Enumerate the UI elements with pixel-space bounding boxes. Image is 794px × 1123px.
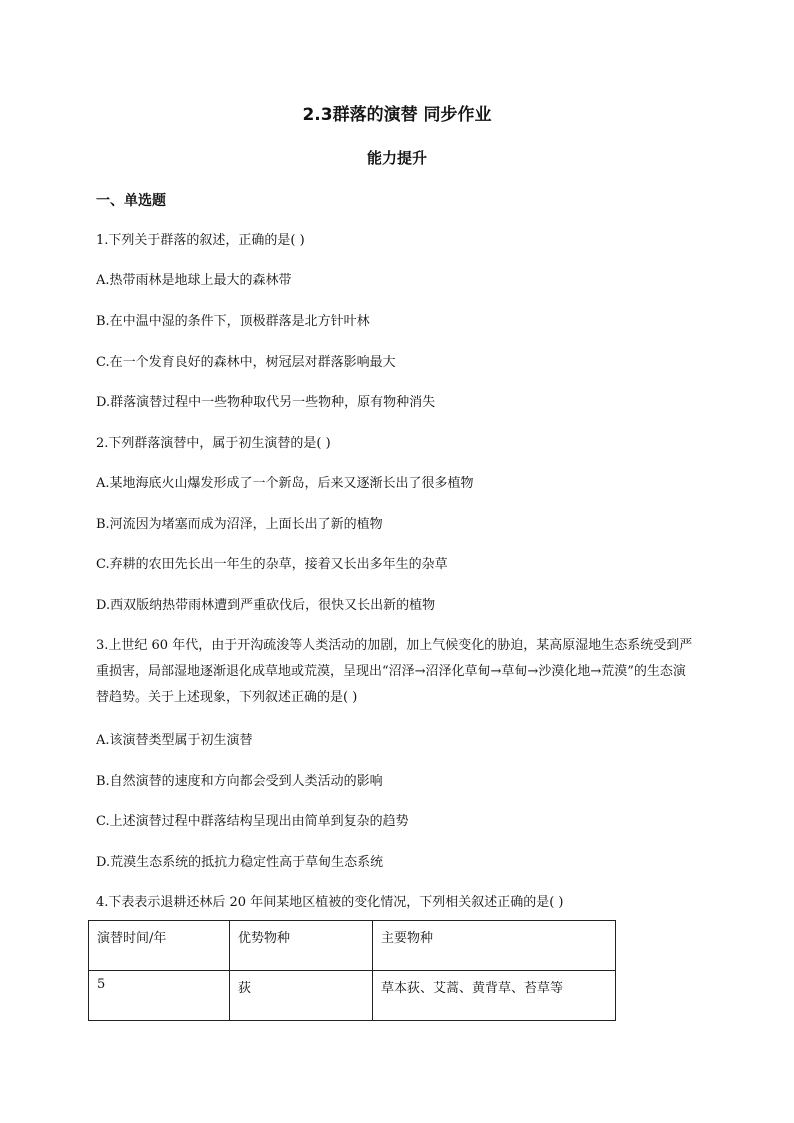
question-1-option-a: A.热带雨林是地球上最大的森林带 xyxy=(96,273,292,288)
succession-table xyxy=(88,920,616,1021)
table-header-cell: 演替时间/年 xyxy=(89,921,230,971)
table-cell: 荻 xyxy=(230,971,373,1021)
question-2-stem: 2.下列群落演替中，属于初生演替的是( ) xyxy=(96,436,331,451)
table-header-row xyxy=(89,921,616,971)
table-header-cell: 优势物种 xyxy=(230,921,373,971)
question-1-option-d: D.群落演替过程中一些物种取代另一些物种，原有物种消失 xyxy=(96,395,436,410)
page-subtitle: 能力提升 xyxy=(366,149,427,167)
question-1-stem: 1.下列关于群落的叙述，正确的是( ) xyxy=(96,233,305,248)
question-3-option-c: C.上述演替过程中群落结构呈现出由简单到复杂的趋势 xyxy=(96,814,409,829)
table-row xyxy=(89,971,616,1021)
question-4-stem: 4.下表表示退耕还林后 20 年间某地区植被的变化情况，下列相关叙述正确的是( ) xyxy=(96,895,564,910)
question-2-option-d: D.西双版纳热带雨林遭到严重砍伐后，很快又长出新的植物 xyxy=(96,598,436,613)
question-3-option-b: B.自然演替的速度和方向都会受到人类活动的影响 xyxy=(96,774,383,789)
section-heading: 一、单选题 xyxy=(96,193,166,209)
question-3-option-d: D.荒漠生态系统的抵抗力稳定性高于草甸生态系统 xyxy=(96,855,384,870)
question-3-stem: 3.上世纪 60 年代，由于开沟疏浚等人类活动的加剧，加上气候变化的胁迫，某高原湿地生态系统受到严重损害，局部湿地逐渐退化成草地或荒漠，呈现出“沼泽→沼泽化草甸→草甸→沙漠化地→荒漠”的生态演替趋势。关于上述现象，下列叙述正确的是( ) xyxy=(96,638,693,705)
question-1-option-b: B.在中温中湿的条件下，顶极群落是北方针叶林 xyxy=(96,314,370,329)
question-1-option-c: C.在一个发育良好的森林中，树冠层对群落影响最大 xyxy=(96,355,396,370)
table-header-cell: 主要物种 xyxy=(373,921,616,971)
question-2-option-c: C.弃耕的农田先长出一年生的杂草，接着又长出多年生的杂草 xyxy=(96,557,448,572)
question-2-option-a: A.某地海底火山爆发形成了一个新岛，后来又逐渐长出了很多植物 xyxy=(96,476,474,491)
page-title: 2.3群落的演替 同步作业 xyxy=(302,105,492,125)
table-cell: 5 xyxy=(89,971,230,1021)
table-cell: 草本荻、艾蒿、黄背草、苔草等 xyxy=(373,971,616,1021)
question-3-option-a: A.该演替类型属于初生演替 xyxy=(96,733,253,748)
question-2-option-b: B.河流因为堵塞而成为沼泽，上面长出了新的植物 xyxy=(96,517,383,532)
